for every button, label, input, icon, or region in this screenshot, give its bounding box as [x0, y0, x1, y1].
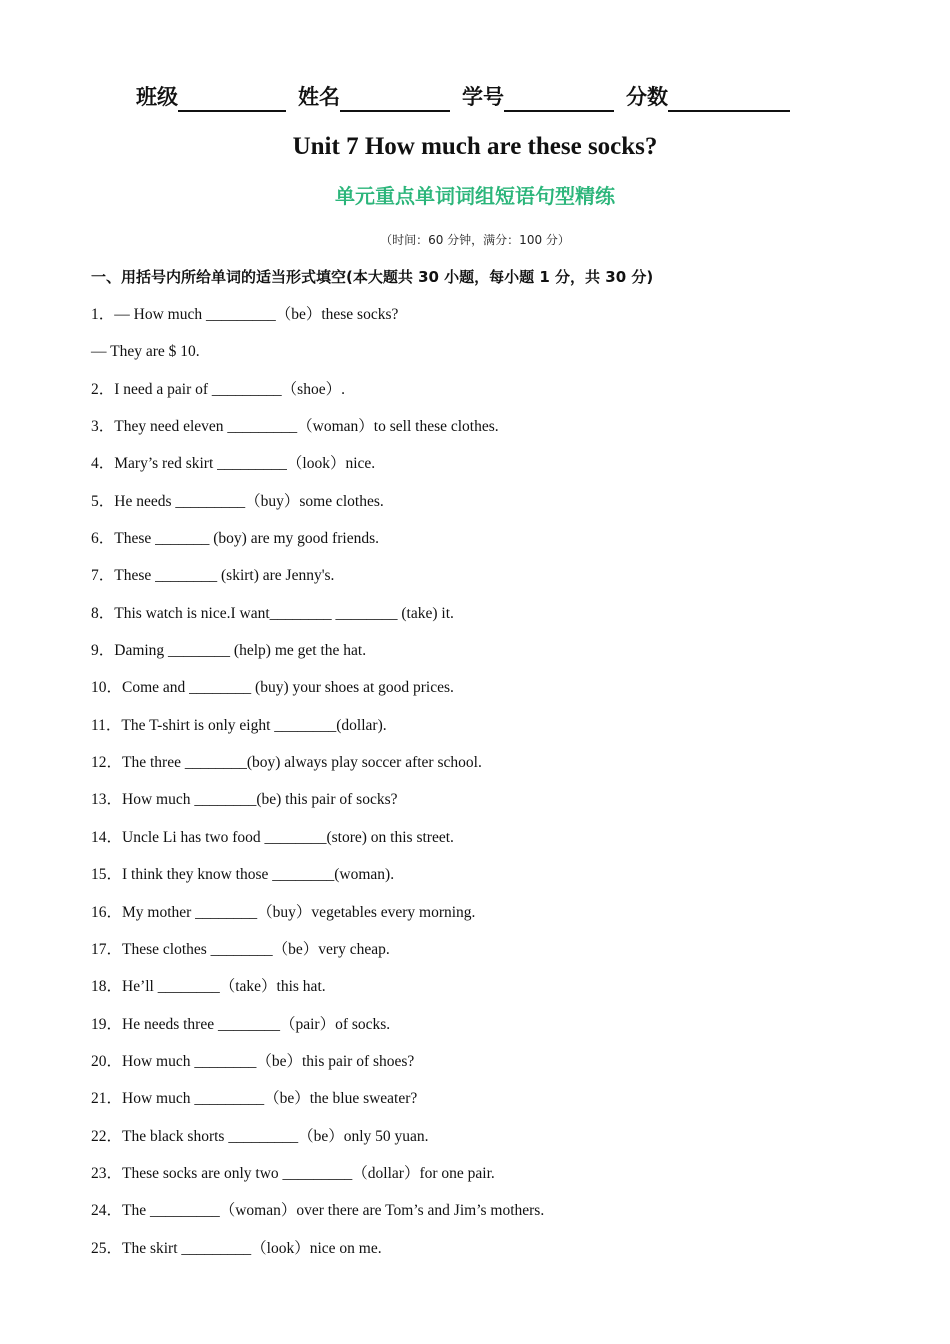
question-item: 20．How much ________（be）this pair of shoes? — [91, 1052, 415, 1070]
class-label: 班级 — [136, 85, 178, 109]
question-item: 24．The _________（woman）over there are Tom’s and Jim’s mothers. — [91, 1202, 545, 1220]
page-subtitle: 单元重点单词词组短语句型精练 — [335, 184, 615, 208]
question-item: 21．How much _________（be）the blue sweater? — [91, 1090, 418, 1108]
name-label: 姓名 — [298, 85, 340, 109]
score-label: 分数 — [626, 85, 668, 109]
question-item: 23．These socks are only two _________（dollar）for one pair. — [91, 1164, 495, 1182]
question-item: 22．The black shorts _________（be）only 50 yuan. — [91, 1127, 429, 1145]
score-blank — [668, 88, 790, 112]
question-item: 13．How much ________(be) this pair of socks? — [91, 791, 398, 809]
student-id-blank — [504, 88, 614, 112]
student-id-label: 学号 — [462, 85, 504, 109]
question-item: 1．— How much _________（be）these socks? — [91, 306, 399, 323]
question-item: — They are $ 10. — [91, 343, 200, 361]
question-list — [91, 303, 871, 1274]
question-item: 8．This watch is nice.I want________ ________ (take) it. — [91, 604, 454, 622]
question-item: 7．These ________ (skirt) are Jenny's. — [91, 567, 335, 585]
class-blank — [178, 88, 286, 112]
question-item: 5．He needs _________（buy）some clothes. — [91, 492, 384, 510]
question-item: 3．They need eleven _________（woman）to sell these clothes. — [91, 418, 499, 436]
student-info-line — [136, 82, 836, 112]
question-item: 9．Daming ________ (help) me get the hat. — [91, 642, 367, 660]
question-item: 11．The T-shirt is only eight ________(dollar). — [91, 716, 387, 734]
question-item: 17．These clothes ________（be）very cheap. — [91, 940, 390, 958]
question-item: 10．Come and ________ (buy) your shoes at good prices. — [91, 679, 454, 697]
question-item: 6．These _______ (boy) are my good friends. — [91, 530, 379, 548]
question-item: 18．He’ll ________（take）this hat. — [91, 978, 326, 996]
question-item: 19．He needs three ________（pair）of socks. — [91, 1015, 391, 1033]
question-item: 4．Mary’s red skirt _________（look）nice. — [91, 455, 376, 473]
question-item: 14．Uncle Li has two food ________(store) on this street. — [91, 828, 454, 846]
question-item: 12．The three ________(boy) always play soccer after school. — [91, 754, 482, 772]
section-title: 一、用括号内所给单词的适当形式填空(本大题共 30 小题，每小题 1 分，共 30 分) — [91, 268, 654, 286]
question-item: 25．The skirt _________（look）nice on me. — [91, 1239, 382, 1257]
page-title: Unit 7 How much are these socks? — [292, 133, 658, 160]
question-item: 16．My mother ________（buy）vegetables every morning. — [91, 903, 476, 921]
time-note: （时间：60 分钟，满分：100 分） — [380, 233, 570, 247]
name-blank — [340, 88, 450, 112]
question-item: 15．I think they know those ________(woman). — [91, 866, 395, 884]
question-item: 2．I need a pair of _________（shoe）. — [91, 380, 345, 398]
